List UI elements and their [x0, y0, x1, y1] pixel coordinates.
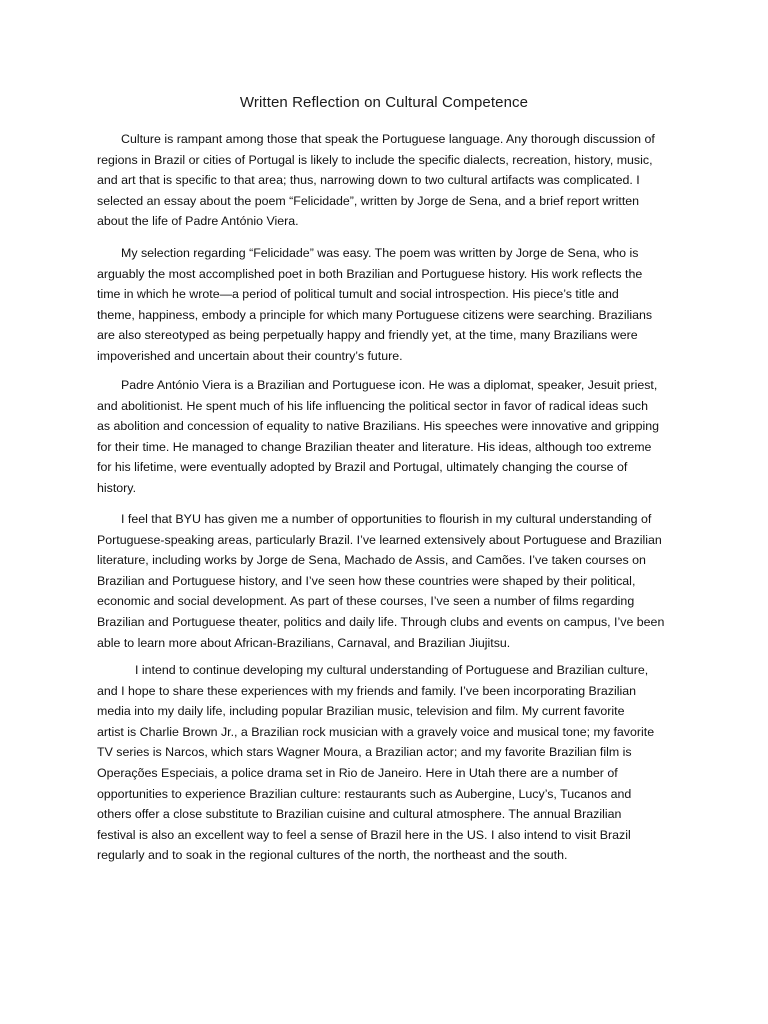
paragraph-line: theme, happiness, embody a principle for which many Portuguese citizens were searching. Brazilians	[97, 307, 653, 322]
paragraph-line: as abolition and concession of equality to native Brazilians. His speeches were innovative and gripping	[97, 419, 660, 434]
paragraph-line: I feel that BYU has given me a number of opportunities to flourish in my cultural understanding of	[121, 512, 652, 526]
paragraph-line: are also stereotyped as being perpetually happy and friendly yet, at the time, many Brazilians were	[97, 328, 638, 343]
paragraph-line: festival is also an excellent way to feel a sense of Brazil here in the US. I also intend to visit Brazil	[97, 827, 631, 842]
paragraph-4	[97, 509, 671, 653]
paragraph-line: regularly and to soak in the regional cultures of the north, the northeast and the south.	[97, 848, 568, 863]
paragraph-line: TV series is Narcos, which stars Wagner Moura, a Brazilian actor; and my favorite Brazilian film is	[97, 745, 632, 760]
paragraph-line: media into my daily life, including popular Brazilian music, television and film. My current favorite	[97, 704, 625, 719]
paragraph-2	[97, 243, 671, 367]
paragraph-line: history.	[97, 480, 137, 495]
paragraph-line: and abolitionist. He spent much of his life influencing the political sector in favor of radical ideas such	[97, 398, 648, 413]
paragraph-line: economic and social development. As part of these courses, I’ve seen a number of films regarding	[97, 594, 635, 609]
paragraph-line: Portuguese-speaking areas, particularly Brazil. I’ve learned extensively about Portuguese and Brazilian	[97, 532, 662, 547]
paragraph-line: Brazilian and Portuguese theater, politics and daily life. Through clubs and events on campus, I’ve been	[97, 614, 665, 629]
paragraph-3	[97, 375, 671, 499]
paragraph-line: and art that is specific to that area; thus, narrowing down to two cultural artifacts was complicated. I	[97, 173, 640, 188]
paragraph-line: Operações Especiais, a police drama set in Rio de Janeiro. Here in Utah there are a number of	[97, 765, 618, 780]
paragraph-line: others offer a close substitute to Brazilian cuisine and cultural atmosphere. The annual Brazilian	[97, 807, 622, 822]
paragraph-line: literature, including works by Jorge de Sena, Machado de Assis, and Camões. I’ve taken courses on	[97, 553, 646, 568]
paragraph-5	[97, 660, 671, 866]
paragraph-line: I intend to continue developing my cultural understanding of Portuguese and Brazilian culture,	[135, 663, 649, 677]
paragraph-line: Culture is rampant among those that speak the Portuguese language. Any thorough discussion of	[121, 132, 655, 146]
paragraph-line: impoverished and uncertain about their country’s future.	[97, 348, 403, 363]
paragraph-line: opportunities to experience Brazilian culture: restaurants such as Aubergine, Lucy’s, Tucanos and	[97, 786, 632, 801]
paragraph-line: Brazilian and Portuguese history, and I’ve seen how these countries were shaped by their political,	[97, 573, 636, 588]
paragraph-line: time in which he wrote—a period of political tumult and social introspection. His piece’s title and	[97, 287, 619, 302]
paragraph-line: about the life of Padre António Viera.	[97, 214, 299, 229]
paragraph-line: selected an essay about the poem “Felicidade”, written by Jorge de Sena, and a brief report written	[97, 193, 640, 208]
paragraph-line: for their time. He managed to change Brazilian theater and literature. His ideas, although too extreme	[97, 439, 652, 454]
paragraph-line: able to learn more about African-Brazilians, Carnaval, and Brazilian Jiujitsu.	[97, 635, 511, 650]
paragraph-line: Padre António Viera is a Brazilian and Portuguese icon. He was a diplomat, speaker, Jesuit priest,	[121, 378, 658, 392]
paragraph-line: for his lifetime, were eventually adopted by Brazil and Portugal, ultimately changing the course of	[97, 460, 628, 475]
paragraph-line: arguably the most accomplished poet in both Brazilian and Portuguese history. His work reflects the	[97, 266, 643, 281]
paragraph-line: regions in Brazil or cities of Portugal is likely to include the specific dialects, recreation, history, music,	[97, 152, 653, 167]
document-title: Written Reflection on Cultural Competence	[239, 94, 529, 111]
paragraph-line: My selection regarding “Felicidade” was easy. The poem was written by Jorge de Sena, who is	[121, 246, 639, 260]
paragraph-1	[97, 129, 671, 232]
paragraph-line: and I hope to share these experiences with my friends and family. I’ve been incorporating Brazilian	[97, 683, 637, 698]
paragraph-line: artist is Charlie Brown Jr., a Brazilian rock musician with a gravely voice and musical tone; my favorite	[97, 724, 655, 739]
